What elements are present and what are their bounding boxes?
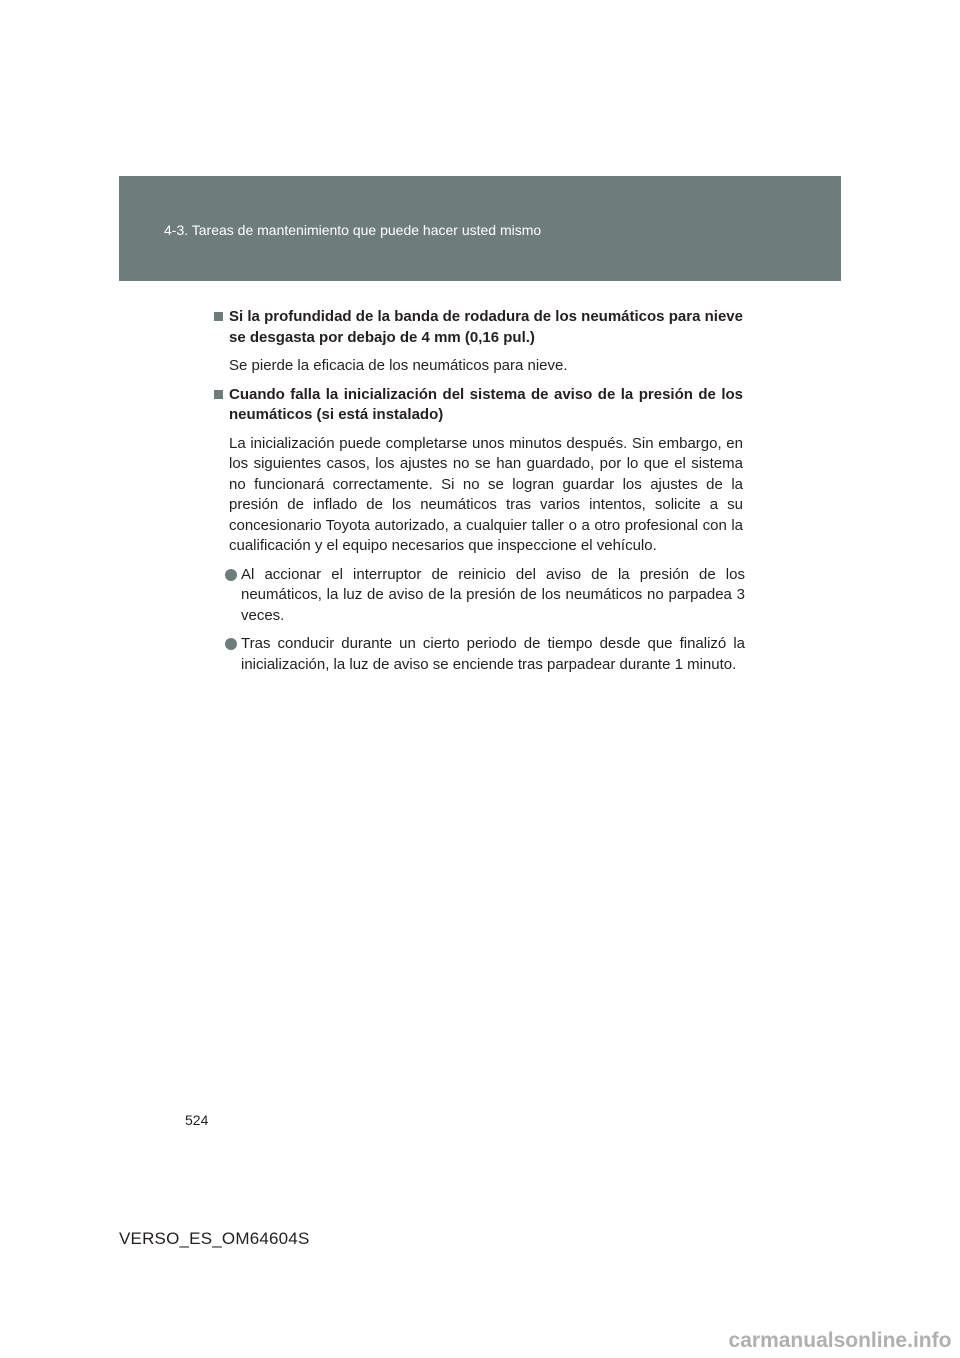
list-item <box>214 565 745 627</box>
square-bullet-icon <box>214 312 223 321</box>
heading-initialization-failure <box>214 385 743 426</box>
circle-bullet-icon <box>225 638 237 650</box>
list-item <box>214 634 745 675</box>
page-content <box>214 307 743 683</box>
list-item-text: Tras conducir durante un cierto periodo de tiempo desde que finalizó la inicialización, la luz de aviso se enciende tras parpadear durante 1 minuto. <box>241 635 745 673</box>
heading-text: Cuando falla la inicialización del sistema de aviso de la presión de los neumáticos (si está instalado) <box>229 385 743 423</box>
page-number: 524 <box>185 1112 209 1128</box>
section-title: 4-3. Tareas de mantenimiento que puede hacer usted mismo <box>164 222 542 238</box>
paragraph-snow-tires: Se pierde la eficacia de los neumáticos para nieve. <box>229 357 568 374</box>
heading-snow-tires <box>214 307 743 348</box>
circle-bullet-icon <box>225 569 237 581</box>
heading-text: Si la profundidad de la banda de rodadura de los neumáticos para nieve se desgasta por debajo de 4 mm (0,16 pul.) <box>229 308 743 346</box>
paragraph-initialization: La inicialización puede completarse unos minutos después. Sin embargo, en los siguientes casos, los ajustes no se han guardado, por lo que el sistema no funcionará correctamente. Si no se logran guardar los ajustes de la presión de inflado de los neumáticos tras varios intentos, solicite a su concesionario Toyota autorizado, a cualquier taller o a otro profesional con la cualificación y el equipo necesarios que inspeccione el vehículo. <box>229 434 743 554</box>
square-bullet-icon <box>214 390 223 399</box>
document-code: VERSO_ES_OM64604S <box>119 1229 310 1248</box>
list-item-text: Al accionar el interruptor de reinicio del aviso de la presión de los neumáticos, la luz de aviso de la presión de los neumáticos no parpadea 3 veces. <box>241 565 745 624</box>
watermark: carmanualsonline.info <box>720 1324 960 1358</box>
